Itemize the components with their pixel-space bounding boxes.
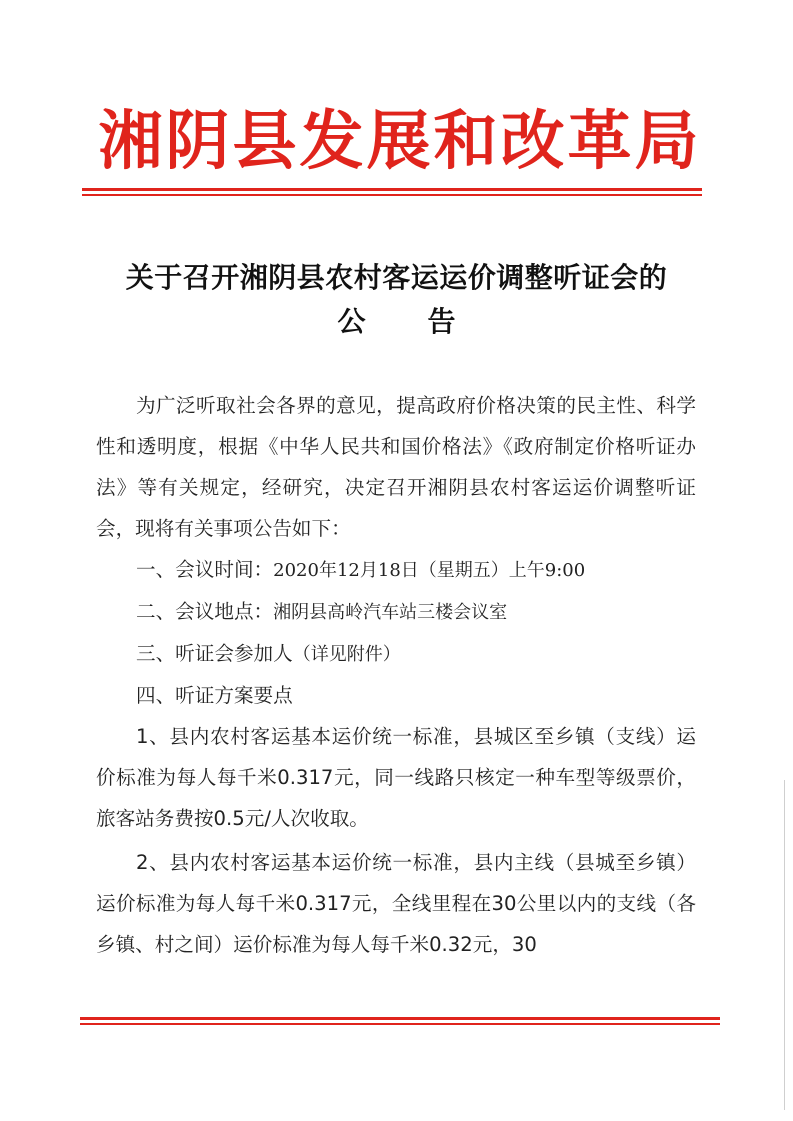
red-rule-thin xyxy=(82,194,702,196)
footer-rule-thin xyxy=(80,1023,720,1025)
section4-heading: 四、听证方案要点 xyxy=(136,684,293,707)
meeting-time-label: 一、会议时间： xyxy=(136,558,274,581)
footer-red-rule xyxy=(80,1017,720,1025)
meeting-location-value: 湘阴县高岭汽车站三楼会议室 xyxy=(273,602,508,623)
intro-paragraph: 为广泛听取社会各界的意见，提高政府价格决策的民主性、科学性和透明度，根据《中华人民共和国价格法》《政府制定价格听证办法》等有关规定，经研究，决定召开湘阴县农村客运运价调整听证会，现将有关事项公告如下： xyxy=(96,394,696,540)
letterhead-red-rule xyxy=(82,188,702,196)
agency-letterhead: 湘阴县发展和改革局 xyxy=(98,103,702,179)
scan-edge-line xyxy=(784,780,785,1110)
meeting-location-label: 二、会议地点： xyxy=(136,600,274,623)
meeting-time-line xyxy=(96,549,696,591)
document-title-line1: 关于召开湘阴县农村客运运价调整听证会的 xyxy=(125,261,668,294)
document-body xyxy=(96,385,696,965)
meeting-time-value: 2020年12月18日（星期五）上午9:00 xyxy=(273,560,586,581)
participants-line xyxy=(96,633,696,675)
point2-paragraph: 2、县内农村客运基本运价统一标准，县内主线（县城至乡镇）运价标准为每人每千米0.317元，全线里程在30公里以内的支线（各乡镇、村之间）运价标准为每人每千米0.32元，30 xyxy=(96,851,696,956)
point1-paragraph: 1、县内农村客运基本运价统一标准，县城区至乡镇（支线）运价标准为每人每千米0.317元，同一线路只核定一种车型等级票价，旅客站务费按0.5元/人次收取。 xyxy=(96,725,696,830)
document-title-line2: 公告 xyxy=(337,305,518,338)
meeting-location-line xyxy=(96,591,696,633)
participants-value: （详见附件） xyxy=(292,644,401,665)
participants-label: 三、听证会参加人 xyxy=(136,642,293,665)
